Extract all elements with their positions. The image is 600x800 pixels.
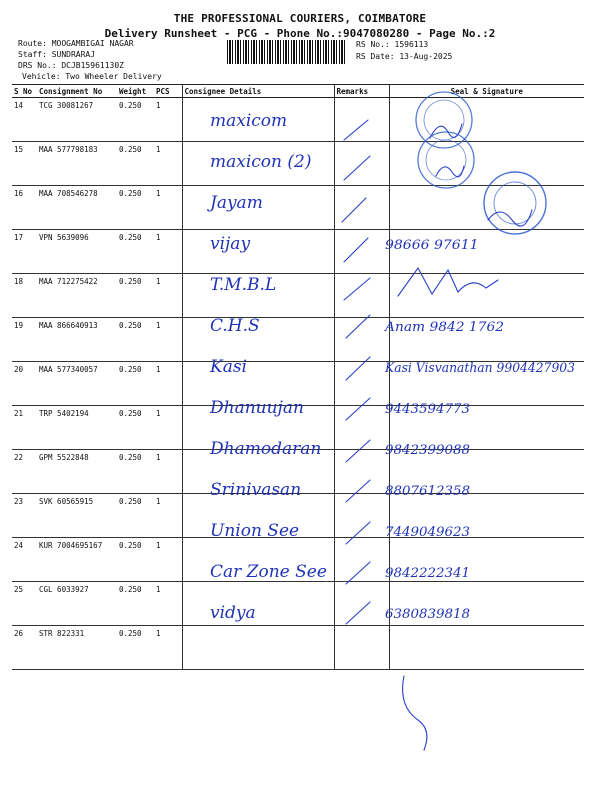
cell-weight: 0.250 [117,98,154,142]
runsheet-subtitle: Delivery Runsheet - PCG - Phone No.:9047080280 - Page No.:2 [104,27,496,40]
cell-pcs: 1 [154,582,182,626]
handwritten-consignee: Union See [210,521,300,541]
handwritten-consignee: maxicom [210,111,288,131]
cell-weight: 0.250 [117,538,154,582]
col-remarks: Remarks [334,85,389,98]
handwritten-consignee: T.M.B.L [210,275,277,295]
cell-consignment: MAA 577798183 [37,142,117,186]
col-sno: S No [12,85,37,98]
col-pcs: PCS [154,85,182,98]
cell-consignment: SVK 60565915 [37,494,117,538]
cell-pcs: 1 [154,538,182,582]
cell-consignment: STR 822331 [37,626,117,670]
col-consignment: Consignment No [37,85,117,98]
company-stamp [484,172,546,234]
handwritten-signature: 9842222341 [385,566,470,581]
company-title: THE PROFESSIONAL COURIERS, COIMBATORE [173,12,427,25]
cell-pcs: 1 [154,230,182,274]
cell-pcs: 1 [154,626,182,670]
handwritten-consignee: maxicon (2) [210,152,312,172]
col-consignee: Consignee Details [182,85,334,98]
rs-number: RS No.: 1596113 [356,40,429,49]
handwritten-consignee: vijay [210,234,251,254]
cell-sno: 22 [12,450,37,494]
cell-weight: 0.250 [117,142,154,186]
handwritten-signature: 98666 97611 [385,238,479,253]
cell-weight: 0.250 [117,406,154,450]
drs-label: DRS No.: DCJB15961130Z [18,61,124,70]
signature-scribbles [398,124,532,750]
cell-sno: 16 [12,186,37,230]
cell-weight: 0.250 [117,362,154,406]
handwritten-consignee: Car Zone See [210,562,327,582]
cell-sno: 14 [12,98,37,142]
handwritten-signature: 9842399088 [385,443,470,458]
route-label: Route: MOOGAMBIGAI NAGAR [18,39,134,48]
cell-consignment: MAA 712275422 [37,274,117,318]
round-stamp-2 [418,132,474,188]
cell-pcs: 1 [154,142,182,186]
handwritten-signature: 7449049623 [385,525,470,540]
cell-consignment: MAA 866640913 [37,318,117,362]
cell-sno: 23 [12,494,37,538]
handwritten-consignee: vidya [210,603,256,623]
cell-pcs: 1 [154,318,182,362]
col-signature: Seal & Signature [389,85,584,98]
handwritten-signature: 8807612358 [385,484,470,499]
cell-sno: 26 [12,626,37,670]
handwritten-signature: 9443594773 [385,402,470,417]
handwritten-signature: 6380839818 [385,607,470,622]
cell-weight: 0.250 [117,450,154,494]
rs-date: RS Date: 13-Aug-2025 [356,52,453,61]
cell-pcs: 1 [154,406,182,450]
handwritten-consignee: Dhamodaran [210,439,322,459]
cell-sno: 25 [12,582,37,626]
cell-sno: 24 [12,538,37,582]
cell-pcs: 1 [154,186,182,230]
cell-consignment: CGL 6033927 [37,582,117,626]
cell-consignment: VPN 5639096 [37,230,117,274]
handwritten-consignee: C.H.S [210,316,260,336]
cell-consignment: MAA 708546278 [37,186,117,230]
cell-weight: 0.250 [117,274,154,318]
handwritten-signature: Anam 9842 1762 [383,320,504,335]
remark-ticks [342,120,370,624]
cell-pcs: 1 [154,274,182,318]
cell-sno: 15 [12,142,37,186]
cell-sno: 21 [12,406,37,450]
col-weight: Weight [117,85,154,98]
cell-weight: 0.250 [117,186,154,230]
handwritten-consignee: Dhanuujan [210,398,304,418]
cell-consignment: TRP 5402194 [37,406,117,450]
cell-weight: 0.250 [117,318,154,362]
cell-sno: 19 [12,318,37,362]
cell-pcs: 1 [154,362,182,406]
cell-consignment: GPM 5522848 [37,450,117,494]
round-stamp [416,92,472,148]
handwritten-signature: Kasi Visvanathan 9904427903 [384,361,575,376]
cell-sno: 17 [12,230,37,274]
handwritten-consignee: Srinivasan [210,480,302,500]
cell-pcs: 1 [154,450,182,494]
vehicle-label: Vehicle: Two Wheeler Delivery [22,72,162,81]
cell-consignment: TCG 30081267 [37,98,117,142]
cell-pcs: 1 [154,494,182,538]
cell-consignment: MAA 577340057 [37,362,117,406]
handwritten-consignee: Jayam [210,193,263,213]
cell-sno: 20 [12,362,37,406]
cell-weight: 0.250 [117,494,154,538]
cell-sno: 18 [12,274,37,318]
cell-weight: 0.250 [117,626,154,670]
cell-pcs: 1 [154,98,182,142]
cell-weight: 0.250 [117,230,154,274]
handwritten-consignee: Kasi [210,357,247,377]
staff-label: Staff: SUNDRARAJ [18,50,96,59]
cell-consignment: KUR 7004695167 [37,538,117,582]
cell-weight: 0.250 [117,582,154,626]
